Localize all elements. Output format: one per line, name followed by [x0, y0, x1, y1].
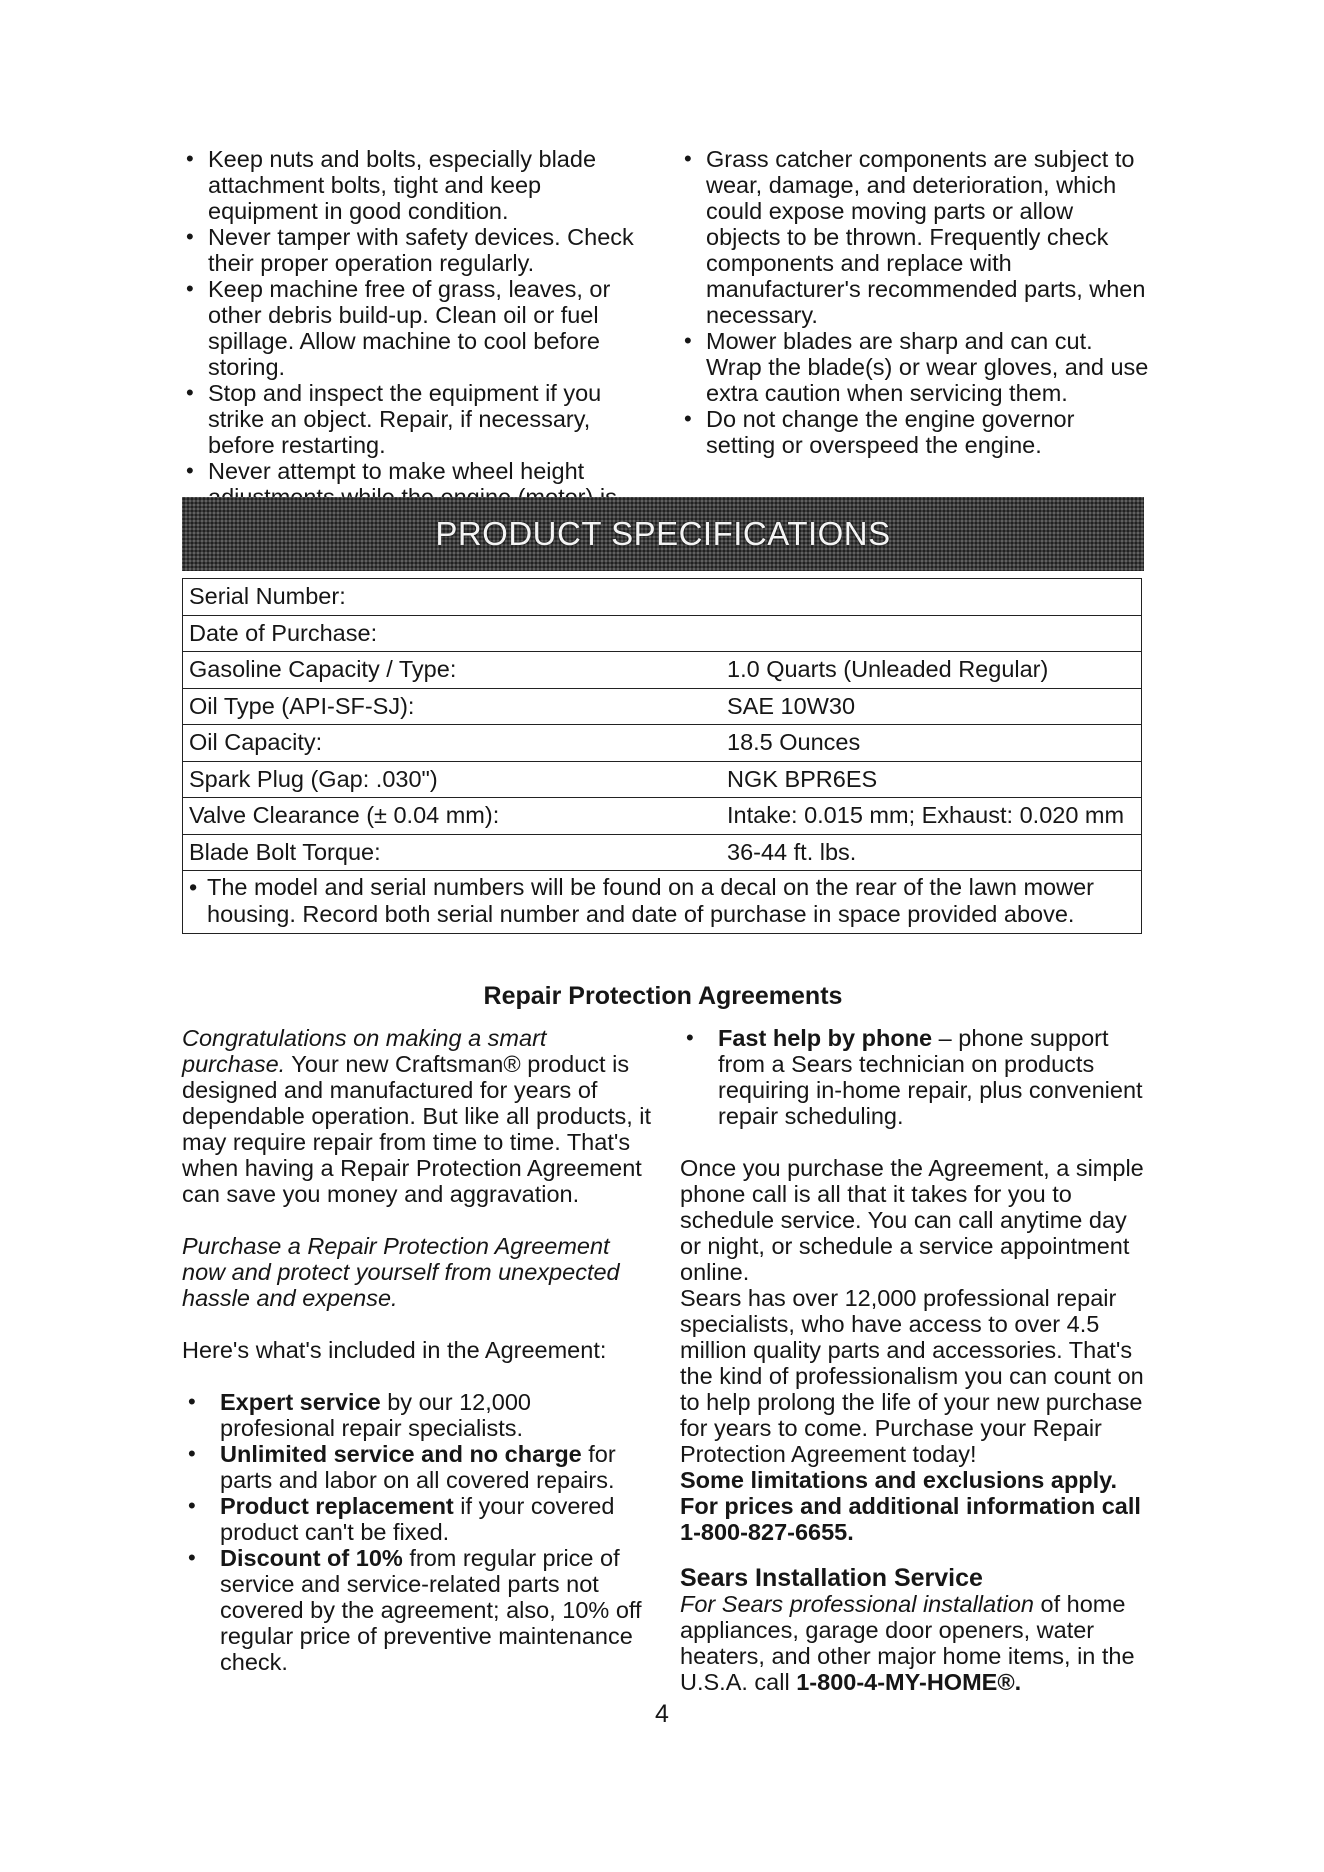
spec-label: Valve Clearance (± 0.04 mm): [183, 798, 722, 835]
spec-value [721, 615, 1142, 652]
installation-paragraph [680, 1591, 1150, 1695]
agreement-bullets [182, 1389, 652, 1675]
installation-phone: 1-800-4-MY-HOME®. [796, 1669, 1022, 1695]
product-specifications-banner [182, 497, 1144, 571]
safety-bullet: • Keep nuts and bolts, especially blade attachment bolts, tight and keep equipment in good condition. [182, 146, 652, 224]
bullet-text: by our 12,000 profesional repair specialists. [220, 1389, 531, 1441]
page-number: 4 [655, 1700, 669, 1728]
bullet-text: if your covered product can't be fixed. [220, 1493, 615, 1545]
safety-bullet: • Stop and inspect the equipment if you strike an object. Repair, if necessary, before restarting. [182, 380, 652, 458]
bullet-bold: Discount of 10% [220, 1545, 403, 1571]
table-row [183, 761, 1142, 798]
spec-value: SAE 10W30 [721, 688, 1142, 725]
safety-column-right [680, 146, 1150, 458]
table-row [183, 834, 1142, 871]
spec-note-cell [183, 871, 1142, 934]
sears-paragraph: Sears has over 12,000 professional repair specialists, who have access to over 4.5 million quality parts and accessories. That's the kind of professionalism you can count on to help prolong the life of your new purchase for years to come. Purchase your Repair Protection Agreement today! [680, 1285, 1144, 1467]
bullet-bold: Unlimited service and no charge [220, 1441, 582, 1467]
list-item [182, 1389, 652, 1441]
installation-title: Sears Installation Service [680, 1564, 983, 1592]
list-item [680, 1025, 1150, 1129]
list-item [182, 1493, 652, 1545]
spec-label: Date of Purchase: [183, 615, 722, 652]
list-item [182, 1441, 652, 1493]
specifications-table [182, 578, 1142, 934]
safety-bullet: • Never attempt to make wheel height [182, 458, 652, 536]
spec-value: Intake: 0.015 mm; Exhaust: 0.020 mm [721, 798, 1142, 835]
intro-italic: Congratulations on making a smart purchase. [182, 1025, 547, 1077]
spec-value: 36-44 ft. lbs. [721, 834, 1142, 871]
safety-bullet: • Keep machine free of grass, leaves, or other debris build-up. Clean oil or fuel spillage. Allow machine to cool before storing. [182, 276, 652, 380]
table-row [183, 688, 1142, 725]
table-row [183, 798, 1142, 835]
bullet-bold: Fast help by phone [718, 1025, 933, 1051]
installation-text: of home appliances, garage door openers, water heaters, and other major home items, in the U.S.A. call [680, 1591, 1135, 1695]
limitations-note: Some limitations and exclusions apply. For prices and additional information call 1-800-827-6655. [680, 1467, 1141, 1545]
repair-protection-title: Repair Protection Agreements [483, 982, 843, 1010]
intro-paragraph [182, 1025, 652, 1207]
safety-bullet: • Do not change the engine governor setting or overspeed the engine. [680, 406, 1150, 458]
safety-bullet: • Mower blades are sharp and can cut. Wrap the blade(s) or wear gloves, and use extra caution when servicing them. [680, 328, 1150, 406]
phone-bullet-list [680, 1025, 1150, 1129]
included-intro: Here's what's included in the Agreement: [182, 1337, 607, 1363]
spec-value: 18.5 Ounces [721, 725, 1142, 762]
safety-bullet: • Never tamper with safety devices. Check their proper operation regularly. [182, 224, 652, 276]
spec-note: • The model and serial numbers will be found on a decal on the rear of the lawn mower housing. Record both serial number and date of purchase in space provided above. [189, 874, 1135, 928]
table-row [183, 652, 1142, 689]
table-row [183, 871, 1142, 934]
spec-value: 1.0 Quarts (Unleaded Regular) [721, 652, 1142, 689]
spec-label: Blade Bolt Torque: [183, 834, 722, 871]
installation-italic: For Sears professional installation [680, 1591, 1034, 1617]
spec-label: Oil Type (API-SF-SJ): [183, 688, 722, 725]
repair-column-left [182, 1025, 652, 1675]
safety-bullet: • Grass catcher components are subject to wear, damage, and deterioration, which could expose moving parts or allow objects to be thrown. Frequently check components and replace with manufacturer's recommended parts, when necessary. [680, 146, 1150, 328]
list-item [182, 1545, 652, 1675]
table-row [183, 579, 1142, 616]
table-row [183, 725, 1142, 762]
spec-value [721, 579, 1142, 616]
spec-label: Spark Plug (Gap: .030") [183, 761, 722, 798]
bullet-bold: Expert service [220, 1389, 381, 1415]
spec-label: Gasoline Capacity / Type: [183, 652, 722, 689]
spec-label: Oil Capacity: [183, 725, 722, 762]
banner-title: PRODUCT SPECIFICATIONS [435, 515, 891, 552]
intro-text: Your new Craftsman® product is designed and manufactured for years of dependable operation. But like all products, it may require repair from time to time. That's when having a Repair Protection Agreement can save you money and aggravation. [182, 1051, 652, 1207]
spec-label: Serial Number: [189, 583, 346, 610]
bullet-text: from regular price of service and service-related parts not covered by the agreement; also, 10% off regular price of preventive maintenance check. [220, 1545, 642, 1675]
safety-column-left [182, 146, 652, 536]
spec-value: NGK BPR6ES [721, 761, 1142, 798]
bullet-bold: Product replacement [220, 1493, 454, 1519]
table-row [183, 615, 1142, 652]
once-paragraph: Once you purchase the Agreement, a simple phone call is all that it takes for you to schedule service. You can call anytime day or night, or schedule a service appointment online. [680, 1155, 1144, 1285]
bullet-text: for parts and labor on all covered repairs. [220, 1441, 616, 1493]
purchase-paragraph: Purchase a Repair Protection Agreement now and protect yourself from unexpected hassle and expense. [182, 1233, 620, 1311]
bullet-text: – phone support from a Sears technician on products requiring in-home repair, plus convenient repair scheduling. [718, 1025, 1143, 1129]
repair-column-right [680, 1025, 1150, 1695]
